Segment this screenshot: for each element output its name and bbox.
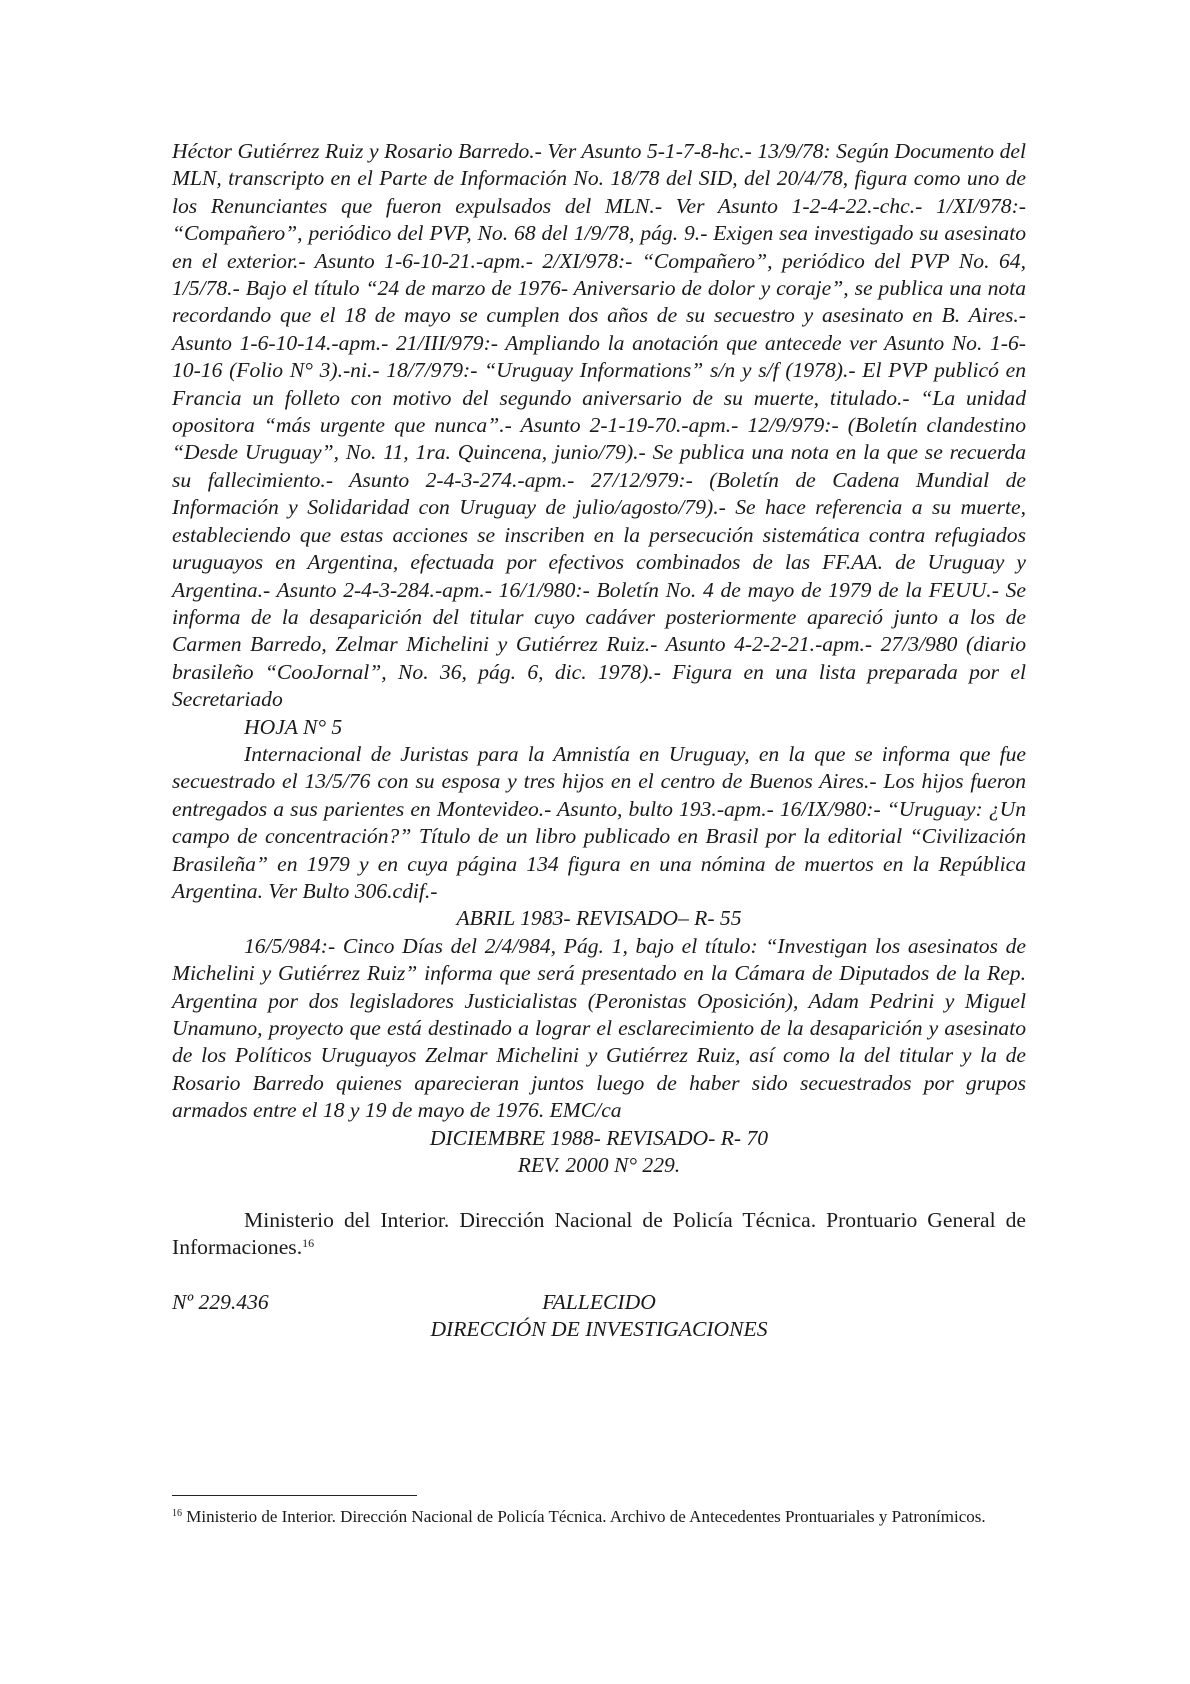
footnote-number: 16	[172, 1508, 182, 1519]
record-paragraph-3: 16/5/984:- Cinco Días del 2/4/984, Pág. 1, bajo el título: “Investigan los asesinatos de Michelini y Gutiérrez Ruiz” informa que será presentado en la Cámara de Diputados de la Rep. Argentina por dos legisladores Justicialistas (Peronistas Oposición), Adam Pedrini y Miguel Unamuno, proyecto que está destinado a lograr el esclarecimiento de la desaparición y asesinato de los Políticos Uruguayos Zelmar Michelini y Gutiérrez Ruiz, así como la del titular y la de Rosario Barredo quienes aparecieran juntos luego de haber sido secuestrados por grupos armados entre el 18 y 19 de mayo de 1976. EMC/ca	[172, 933, 1026, 1123]
footnote-separator	[172, 1495, 417, 1496]
document-page	[172, 138, 1026, 1344]
footnote-text: Ministerio de Interior. Dirección Nacional de Policía Técnica. Archivo de Antecedentes Prontuariales y Patronímicos.	[182, 1507, 986, 1526]
revision-note-1: ABRIL 1983- REVISADO– R- 55	[456, 906, 742, 931]
sheet-heading: HOJA N° 5	[244, 714, 343, 739]
footnote-reference[interactable]: 16	[302, 1236, 315, 1251]
direction-heading: DIRECCIÓN DE INVESTIGACIONES	[430, 1317, 768, 1342]
record-number: Nº 229.436	[172, 1290, 269, 1315]
revision-note-2: DICIEMBRE 1988- REVISADO- R- 70	[429, 1125, 769, 1150]
ministry-source-text: Ministerio del Interior. Dirección Nacional de Policía Técnica. Prontuario General de Informaciones.	[172, 1207, 1026, 1260]
revision-note-3: REV. 2000 N° 229.	[517, 1153, 681, 1178]
ministry-source-paragraph	[172, 1207, 1026, 1262]
record-paragraph-1: Héctor Gutiérrez Ruiz y Rosario Barredo.- Ver Asunto 5-1-7-8-hc.- 13/9/78: Según Documento del MLN, transcripto en el Parte de Información No. 18/78 del SID, del 20/4/78, figura como uno de los Renunciantes que fueron expulsados del MLN.- Ver Asunto 1-2-4-22.-chc.- 1/XI/978:- “Compañero”, periódico del PVP, No. 68 del 1/9/78, pág. 9.- Exigen sea investigado su asesinato en el exterior.- Asunto 1-6-10-21.-apm.- 2/XI/978:- “Compañero”, periódico del PVP No. 64, 1/5/78.- Bajo el título “24 de marzo de 1976- Aniversario de dolor y coraje”, se publica una nota recordando que el 18 de mayo se cumplen dos años de su secuestro y asesinato en B. Aires.- Asunto 1-6-10-14.-apm.- 21/III/979:- Ampliando la anotación que antecede ver Asunto No. 1-6-10-16 (Folio N° 3).-ni.- 18/7/979:- “Uruguay Informations” s/n y s/f (1978).- El PVP publicó en Francia un folleto con motivo del segundo aniversario de su muerte, titulado.- “La unidad opositora “más urgente que nunca”.- Asunto 2-1-19-70.-apm.- 12/9/979:- (Boletín clandestino “Desde Uruguay”, No. 11, 1ra. Quincena, junio/79).- Se publica una nota en la que se recuerda su fallecimiento.- Asunto 2-4-3-274.-apm.- 27/12/979:- (Boletín de Cadena Mundial de Información y Solidaridad con Uruguay de julio/agosto/79).- Se hace referencia a su muerte, estableciendo que estas acciones se inscriben en la persecución sistemática contra refugiados uruguayos en Argentina, efectuada por efectivos combinados de las FF.AA. de Uruguay y Argentina.- Asunto 2-4-3-284.-apm.- 16/1/980:- Boletín No. 4 de mayo de 1979 de la FEUU.- Se informa de la desaparición del titular cuyo cadáver posteriormente apareció junto a los de Carmen Barredo, Zelmar Michelini y Gutiérrez Ruiz.- Asunto 4-2-2-21.-apm.- 27/3/980 (diario brasileño “CooJornal”, No. 36, pág. 6, dic. 1978).- Figura en una lista preparada por el Secretariado	[172, 139, 1026, 712]
footnote	[172, 1505, 1026, 1528]
record-header-row	[172, 1289, 1026, 1316]
record-status: FALLECIDO	[542, 1290, 656, 1315]
record-paragraph-2: Internacional de Juristas para la Amnistía en Uruguay, en la que se informa que fue secuestrado el 13/5/76 con su esposa y tres hijos en el centro de Buenos Aires.- Los hijos fueron entregados a sus parientes en Montevideo.- Asunto, bulto 193.-apm.- 16/IX/980:- “Uruguay: ¿Un campo de concentración?” Título de un libro publicado en Brasil por la editorial “Civilización Brasileña” en 1979 y en cuya página 134 figura en una nómina de muertos en la República Argentina. Ver Bulto 306.cdif.-	[172, 741, 1026, 903]
